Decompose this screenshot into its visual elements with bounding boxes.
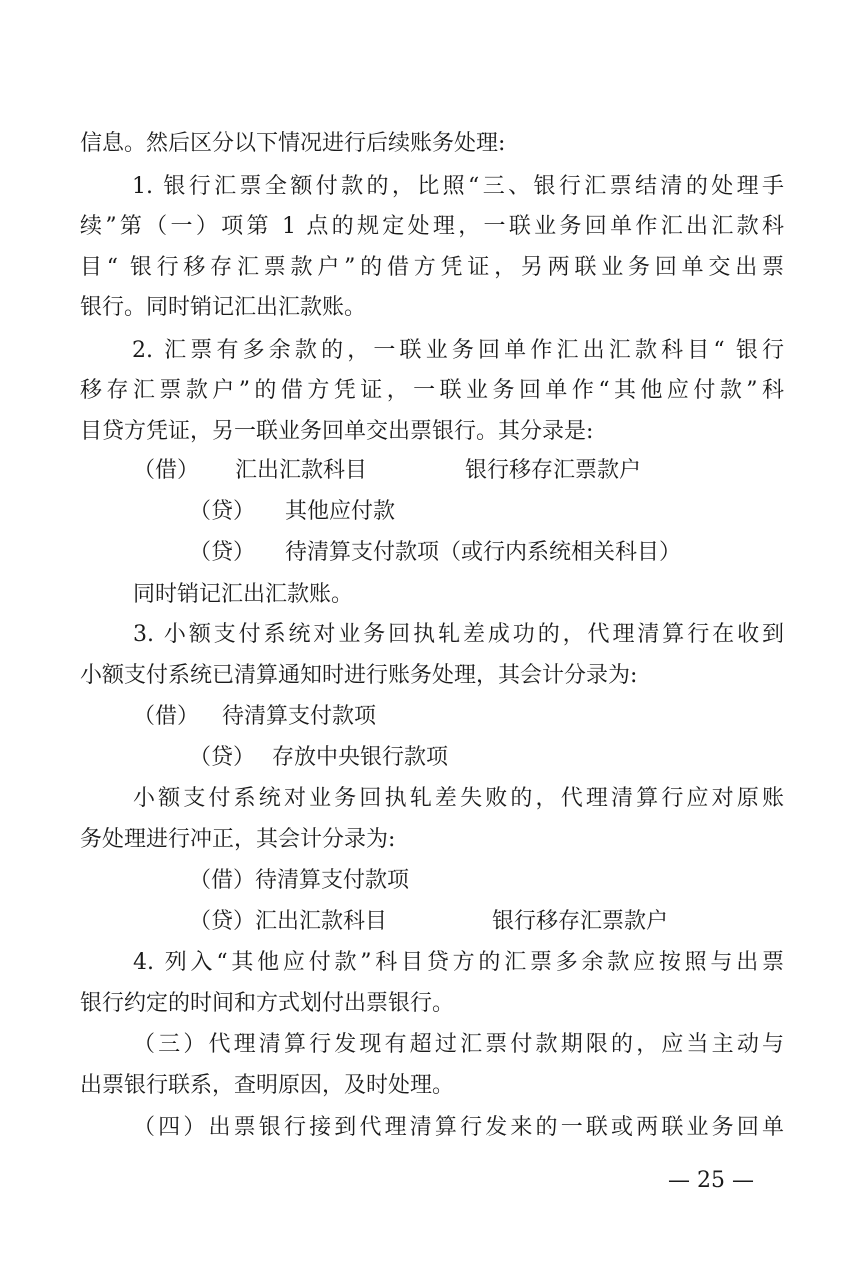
text-line: 务处理进行冲正，其会计分录为: bbox=[80, 827, 396, 852]
entry-account: 存放中央银行款项 bbox=[272, 745, 449, 770]
text-line: 2. 汇票有多余款的，一联业务回单作汇出汇款科目“ 银行 bbox=[132, 338, 784, 363]
entry-account: 汇出汇款科目 bbox=[235, 458, 368, 483]
text-line: 目“ 银行移存汇票款户”的借方凭证，另两联业务回单交出票 bbox=[80, 255, 784, 280]
text-line: 1. 银行汇票全额付款的，比照“三、银行汇票结清的处理手 bbox=[132, 174, 784, 199]
entry-line: （借）待清算支付款项 bbox=[189, 868, 410, 893]
entry-label: （借） bbox=[133, 458, 200, 483]
text-line: （四）出票银行接到代理清算行发来的一联或两联业务回单 bbox=[133, 1115, 784, 1140]
entry-account: 待清算支付款项 bbox=[222, 704, 377, 729]
entry-account: 其他应付款 bbox=[285, 499, 396, 524]
text-line: （三）代理清算行发现有超过汇票付款期限的，应当主动与 bbox=[133, 1032, 784, 1057]
text-line: 出票银行联系，查明原因，及时处理。 bbox=[80, 1073, 455, 1098]
text-line: 信息。然后区分以下情况进行后续账务处理: bbox=[80, 131, 506, 156]
text-line: 目贷方凭证，另一联业务回单交出票银行。其分录是: bbox=[80, 419, 594, 444]
entry-account: 待清算支付款项（或行内系统相关科目） bbox=[285, 540, 682, 565]
text-line: 银行约定的时间和方式划付出票银行。 bbox=[80, 991, 455, 1016]
entry-line: （贷）汇出汇款科目 bbox=[189, 909, 388, 934]
entry-label: （贷） bbox=[189, 540, 256, 565]
entry-label: （贷） bbox=[189, 499, 256, 524]
text-line: 续”第（一）项第 1 点的规定处理，一联业务回单作汇出汇款科 bbox=[80, 214, 784, 239]
entry-label: （借） bbox=[133, 704, 200, 729]
text-line: 小额支付系统对业务回执轧差失败的，代理清算行应对原账 bbox=[133, 786, 784, 811]
text-line: 移存汇票款户”的借方凭证，一联业务回单作“其他应付款”科 bbox=[80, 378, 784, 403]
text-line: 4. 列入“其他应付款”科目贷方的汇票多余款应按照与出票 bbox=[133, 950, 784, 975]
entry-subaccount: 银行移存汇票款户 bbox=[492, 909, 669, 934]
entry-label: （贷） bbox=[189, 745, 256, 770]
text-line: 小额支付系统已清算通知时进行账务处理，其会计分录为: bbox=[80, 663, 638, 688]
page-number: — 25 — bbox=[668, 1168, 754, 1193]
entry-subaccount: 银行移存汇票款户 bbox=[465, 458, 642, 483]
text-line: 银行。同时销记汇出汇款账。 bbox=[80, 295, 367, 320]
text-line: 同时销记汇出汇款账。 bbox=[133, 582, 354, 607]
text-line: 3. 小额支付系统对业务回执轧差成功的，代理清算行在收到 bbox=[133, 622, 784, 647]
